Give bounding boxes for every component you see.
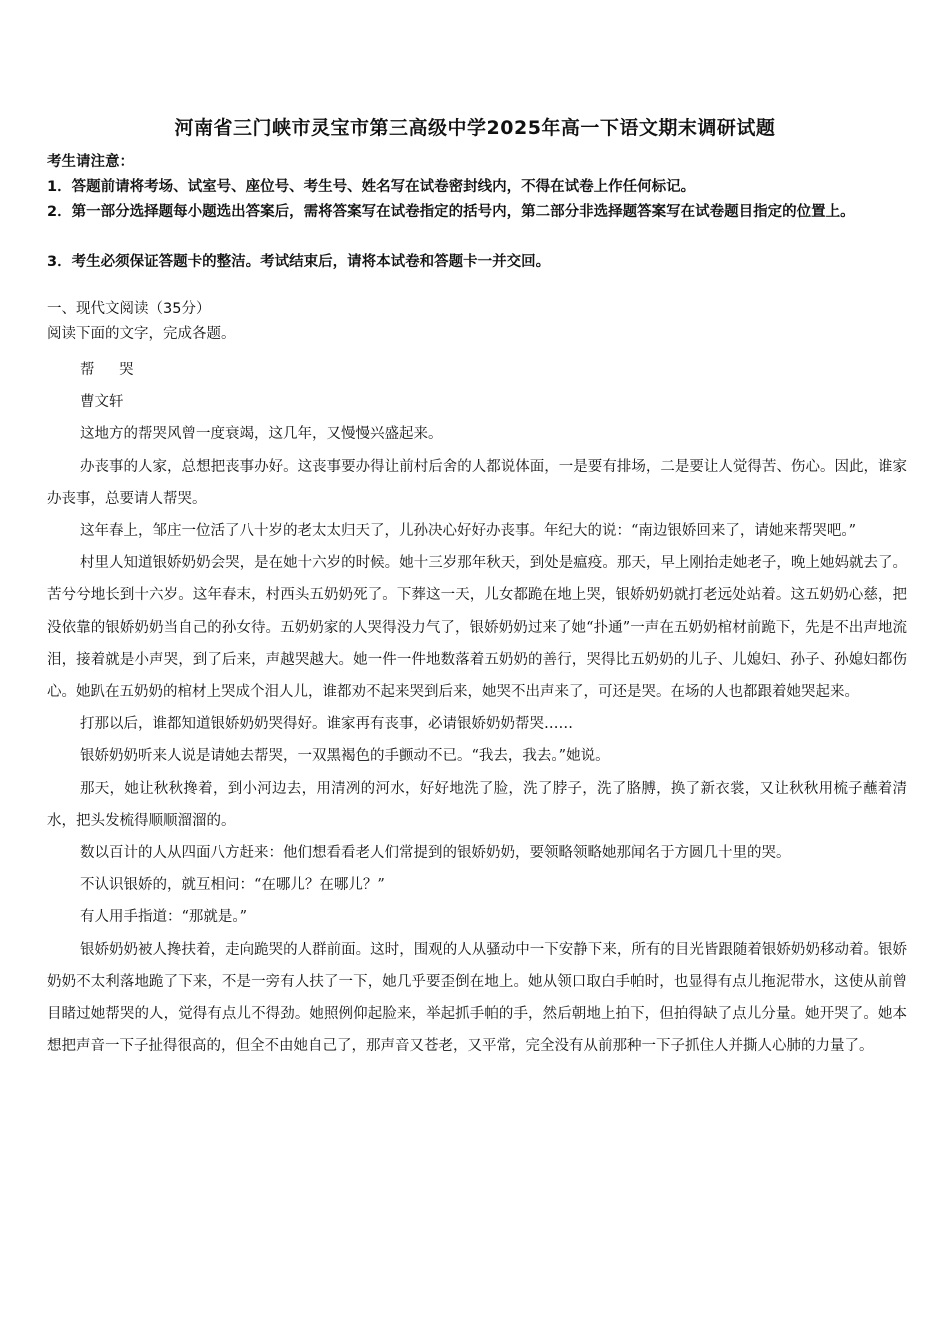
- notice-item-2: 2．第一部分选择题每小题选出答案后，需将答案写在试卷指定的括号内，第二部分非选择题答案写在试卷题目指定的位置上。: [47, 204, 855, 220]
- passage-paragraph: 银娇奶奶被人搀扶着，走向跪哭的人群前面。这时，围观的人从骚动中一下安静下来，所有的目光皆跟随着银娇奶奶移动着。银娇奶奶不太利落地跪了下来，不是一旁有人扶了一下，她几乎要歪倒在地上。她从领口取白手帕时，也显得有点儿拖泥带水，这使从前曾目睹过她帮哭的人，觉得有点儿不得劲。她照例仰起脸来，举起抓手帕的手，然后朝地上拍下，但拍得缺了点儿分量。她开哭了。她本想把声音一下子扯得很高的，但全不由她自己了，那声音又苍老，又平常，完全没有从前那种一下子抓住人并撕人心肺的力量了。: [47, 941, 907, 1055]
- passage-paragraph: 村里人知道银娇奶奶会哭，是在她十六岁的时候。她十三岁那年秋天，到处是瘟疫。那天，早上刚抬走她老子，晚上她妈就去了。苦兮兮地长到十六岁。这年春末，村西头五奶奶死了。下葬这一天，儿女都跪在地上哭，银娇奶奶就打老远处站着。这五奶奶心慈，把没依靠的银娇奶奶当自己的孙女待。五奶奶家的人哭得没力气了，银娇奶奶过来了她“扑通”一声在五奶奶棺材前跪下，先是不出声地流泪，接着就是小声哭，到了后来，声越哭越大。她一件一件地数落着五奶奶的善行，哭得比五奶奶的儿子、儿媳妇、孙子、孙媳妇都伤心。她趴在五奶奶的棺材上哭成个泪人儿，谁都劝不起来哭到后来，她哭不出声来了，可还是哭。在场的人也都跟着她哭起来。: [47, 555, 907, 701]
- notice-item-3: 3．考生必须保证答题卡的整洁。考试结束后，请将本试卷和答题卡一并交回。: [47, 254, 551, 270]
- notice-heading: 考生请注意：: [47, 154, 134, 170]
- passage-paragraph: 这地方的帮哭风曾一度衰竭，这几年，又慢慢兴盛起来。: [80, 426, 443, 443]
- section-instruction: 阅读下面的文字，完成各题。: [47, 326, 236, 342]
- passage-paragraph: 打那以后，谁都知道银娇奶奶哭得好。谁家再有丧事，必请银娇奶奶帮哭……: [80, 716, 573, 733]
- exam-title: 河南省三门峡市灵宝市第三高级中学2025年高一下语文期末调研试题: [174, 117, 776, 139]
- passage-paragraph: 办丧事的人家，总想把丧事办好。这丧事要办得让前村后舍的人都说体面，一是要有排场，二是要让人觉得苦、伤心。因此，谁家办丧事，总要请人帮哭。: [47, 458, 907, 507]
- passage-paragraph: 不认识银娇的，就互相问：“在哪儿？在哪儿？”: [80, 877, 385, 894]
- section-title: 一、现代文阅读（35分）: [47, 301, 211, 317]
- reading-passage: [47, 354, 907, 1062]
- notice-item-1: 1．答题前请将考场、试室号、座位号、考生号、姓名写在试卷密封线内，不得在试卷上作任何标记。: [47, 179, 696, 195]
- passage-paragraph: 那天，她让秋秋搀着，到小河边去，用清冽的河水，好好地洗了脸，洗了脖子，洗了胳膊，换了新衣裳，又让秋秋用梳子蘸着清水，把头发梳得顺顺溜溜的。: [47, 780, 907, 829]
- passage-paragraph: 有人用手指道：“那就是。”: [80, 909, 248, 926]
- passage-paragraph: 数以百计的人从四面八方赶来：他们想看看老人们常提到的银娇奶奶，要领略领略她那闻名于方圆几十里的哭。: [80, 845, 791, 862]
- passage-title: 帮 哭: [80, 362, 144, 378]
- passage-author: 曹文轩: [80, 394, 124, 411]
- passage-paragraph: 这年春上，邹庄一位活了八十岁的老太太归天了，儿孙决心好好办丧事。年纪大的说：“南边银娇回来了，请她来帮哭吧。”: [80, 523, 857, 540]
- passage-paragraph: 银娇奶奶听来人说是请她去帮哭，一双黑褐色的手颤动不已。“我去，我去。”她说。: [80, 748, 610, 765]
